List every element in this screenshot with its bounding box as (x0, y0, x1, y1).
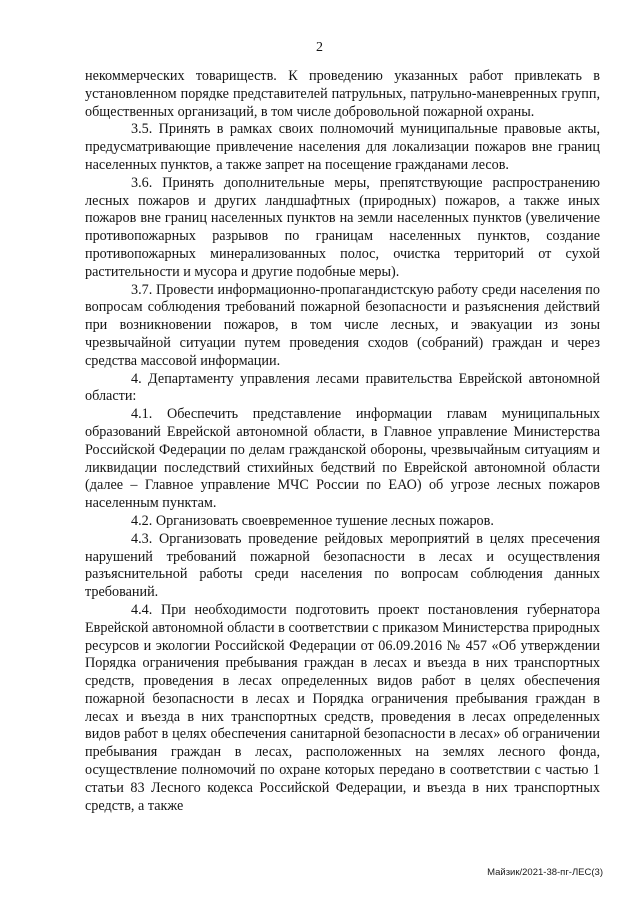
paragraph-3-7: 3.7. Провести информационно-пропагандистскую работу среди населения по вопросам соблюдения требований пожарной безопасности и разъяснения действий при возникновении пожаров, в том числе лесных, и эвакуации из зоны чрезвычайной ситуации путем проведения сходов (собраний) граждан и через средства массовой информации. (85, 281, 600, 369)
paragraph-4-4: 4.4. При необходимости подготовить проект постановления губернатора Еврейской автономной области в соответствии с приказом Министерства природных ресурсов и экологии Российской Федерации от 06.09.2016 № 457 «Об утверждении Порядка ограничения пребывания граждан в лесах и въезда в них транспортных средств, проведения в лесах определенных видов работ в целях обеспечения пожарной безопасности в лесах и Порядка ограничения пребывания граждан в лесах и въезда в них транспортных средств, проведения в лесах определенных видов работ в целях обеспечения санитарной безопасности в лесах» об ограничении пребывания граждан в лесах, расположенных на землях лесного фонда, осуществление полномочий по охране которых передано в соответствии с частью 1 статьи 83 Лесного кодекса Российской Федерации, и въезда в них транспортных средств, а также (85, 601, 600, 814)
document-body (85, 68, 600, 815)
paragraph-4-3: 4.3. Организовать проведение рейдовых мероприятий в целях пресечения нарушений требований пожарной безопасности в лесах и осуществления разъяснительной работы среди населения по вопросам соблюдения данных требований. (85, 530, 600, 601)
paragraph-4-2: 4.2. Организовать своевременное тушение лесных пожаров. (131, 512, 494, 529)
paragraph-3-6: 3.6. Принять дополнительные меры, препятствующие распространению лесных пожаров и других ландшафтных (природных) пожаров, а также иных пожаров вне границ населенных пунктов на земли населенных пунктов (увеличение противопожарных разрывов по границам населенных пунктов, создание противопожарных минерализованных полос, очистка территорий от сухой растительности и мусора и другие подобные меры). (85, 174, 600, 280)
paragraph-continuation: некоммерческих товариществ. К проведению указанных работ привлекать в установленном порядке представителей патрульных, патрульно-маневренных групп, общественных организаций, в том числе добровольной пожарной охраны. (85, 68, 600, 120)
paragraph-3-5: 3.5. Принять в рамках своих полномочий муниципальные правовые акты, предусматривающие привлечение населения для локализации пожаров вне границ населенных пунктов, а также запрет на посещение гражданами лесов. (85, 121, 600, 173)
page-number: 2 (316, 40, 323, 55)
document-code: Майзик/2021-38-пг-ЛЕС(3) (487, 867, 603, 878)
paragraph-4: 4. Департаменту управления лесами правительства Еврейской автономной области: (85, 370, 600, 405)
paragraph-4-1: 4.1. Обеспечить представление информации главам муниципальных образований Еврейской автономной области, в Главное управление Министерства Российской Федерации по делам гражданской обороны, чрезвычайным ситуациям и ликвидации последствий стихийных бедствий по Еврейской автономной области (далее – Главное управление МЧС России по ЕАО) об угрозе лесных пожаров населенным пунктам. (85, 406, 600, 512)
